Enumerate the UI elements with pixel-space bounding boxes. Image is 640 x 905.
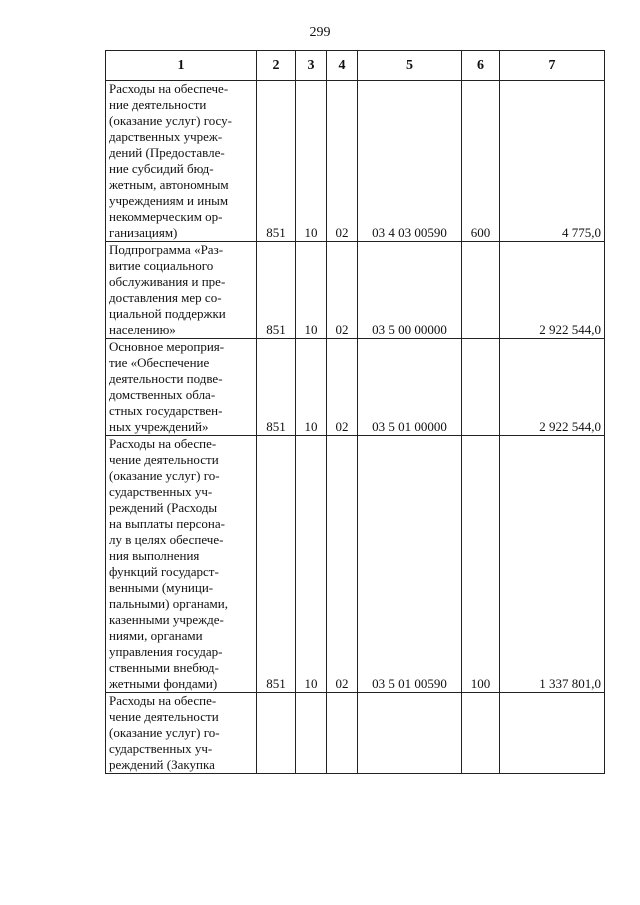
- subsection-code: 02: [327, 436, 358, 693]
- section-code: 10: [296, 436, 327, 693]
- name-line: ных учреждений»: [109, 419, 209, 434]
- amount: 4 775,0: [500, 81, 605, 242]
- name-line: казенными учрежде-: [109, 612, 224, 627]
- table-header-row: [106, 51, 605, 81]
- name-line: дений (Предоставле-: [109, 145, 225, 160]
- name-line: некоммерческим ор-: [109, 209, 223, 224]
- name-line: циальной поддержки: [109, 306, 226, 321]
- row-name-cell: [106, 339, 257, 436]
- name-line: деятельности подве-: [109, 371, 223, 386]
- name-line: домственных обла-: [109, 387, 216, 402]
- name-line: (оказание услуг) госу-: [109, 113, 232, 128]
- column-header-5: 5: [358, 51, 462, 81]
- name-line: Расходы на обеспече-: [109, 81, 229, 96]
- expense-type-code: [462, 693, 500, 774]
- name-line: обслуживания и пре-: [109, 274, 226, 289]
- name-line: витие социального: [109, 258, 214, 273]
- row-name-cell: [106, 242, 257, 339]
- section-code: 10: [296, 81, 327, 242]
- section-code: 10: [296, 339, 327, 436]
- section-code: [296, 693, 327, 774]
- ministry-code: [257, 693, 296, 774]
- column-header-4: 4: [327, 51, 358, 81]
- target-article-code: 03 5 00 00000: [358, 242, 462, 339]
- name-line: чение деятельности: [109, 709, 219, 724]
- name-line: ственными внебюд-: [109, 660, 219, 675]
- name-line: Расходы на обеспе-: [109, 436, 217, 451]
- name-line: венными (муници-: [109, 580, 214, 595]
- amount: 1 337 801,0: [500, 436, 605, 693]
- name-line: доставления мер со-: [109, 290, 222, 305]
- name-line: ниями, органами: [109, 628, 203, 643]
- target-article-code: 03 4 03 00590: [358, 81, 462, 242]
- page-number: 299: [309, 25, 331, 40]
- column-header-2: 2: [257, 51, 296, 81]
- column-header-3: 3: [296, 51, 327, 81]
- name-line: ние деятельности: [109, 97, 207, 112]
- name-line: стных государствен-: [109, 403, 223, 418]
- expense-type-code: [462, 339, 500, 436]
- name-line: сударственных уч-: [109, 741, 213, 756]
- name-line: Расходы на обеспе-: [109, 693, 217, 708]
- section-code: 10: [296, 242, 327, 339]
- ministry-code: 851: [257, 81, 296, 242]
- expense-type-code: [462, 242, 500, 339]
- subsection-code: [327, 693, 358, 774]
- name-line: Подпрограмма «Раз-: [109, 242, 224, 257]
- name-line: жетным, автономным: [109, 177, 229, 192]
- row-name-cell: [106, 436, 257, 693]
- name-line: учреждениям и иным: [109, 193, 229, 208]
- name-line: реждений (Расходы: [109, 500, 218, 515]
- expense-type-code: 600: [462, 81, 500, 242]
- ministry-code: 851: [257, 242, 296, 339]
- row-name-cell: [106, 81, 257, 242]
- target-article-code: 03 5 01 00000: [358, 339, 462, 436]
- table-row: [106, 339, 605, 436]
- name-line: ние субсидий бюд-: [109, 161, 214, 176]
- column-header-6: 6: [462, 51, 500, 81]
- table-row: [106, 81, 605, 242]
- amount: 2 922 544,0: [500, 242, 605, 339]
- name-line: (оказание услуг) го-: [109, 468, 220, 483]
- subsection-code: 02: [327, 81, 358, 242]
- name-line: ганизациям): [109, 225, 178, 240]
- name-line: Основное мероприя-: [109, 339, 225, 354]
- column-header-1: 1: [106, 51, 257, 81]
- name-line: реждений (Закупка: [109, 757, 215, 772]
- name-line: лу в целях обеспече-: [109, 532, 224, 547]
- column-header-7: 7: [500, 51, 605, 81]
- target-article-code: [358, 693, 462, 774]
- subsection-code: 02: [327, 242, 358, 339]
- name-line: управления государ-: [109, 644, 223, 659]
- amount: 2 922 544,0: [500, 339, 605, 436]
- ministry-code: 851: [257, 339, 296, 436]
- name-line: чение деятельности: [109, 452, 219, 467]
- table-row: [106, 242, 605, 339]
- name-line: ния выполнения: [109, 548, 200, 563]
- name-line: (оказание услуг) го-: [109, 725, 220, 740]
- name-line: жетными фондами): [109, 676, 218, 691]
- name-line: сударственных уч-: [109, 484, 213, 499]
- table-row: [106, 693, 605, 774]
- subsection-code: 02: [327, 339, 358, 436]
- expense-type-code: 100: [462, 436, 500, 693]
- name-line: населению»: [109, 322, 176, 337]
- row-name-cell: [106, 693, 257, 774]
- name-line: на выплаты персона-: [109, 516, 225, 531]
- name-line: дарственных учреж-: [109, 129, 223, 144]
- name-line: тие «Обеспечение: [109, 355, 210, 370]
- table-row: [106, 436, 605, 693]
- target-article-code: 03 5 01 00590: [358, 436, 462, 693]
- budget-table: [105, 50, 605, 774]
- name-line: функций государст-: [109, 564, 219, 579]
- name-line: пальными) органами,: [109, 596, 228, 611]
- amount: [500, 693, 605, 774]
- ministry-code: 851: [257, 436, 296, 693]
